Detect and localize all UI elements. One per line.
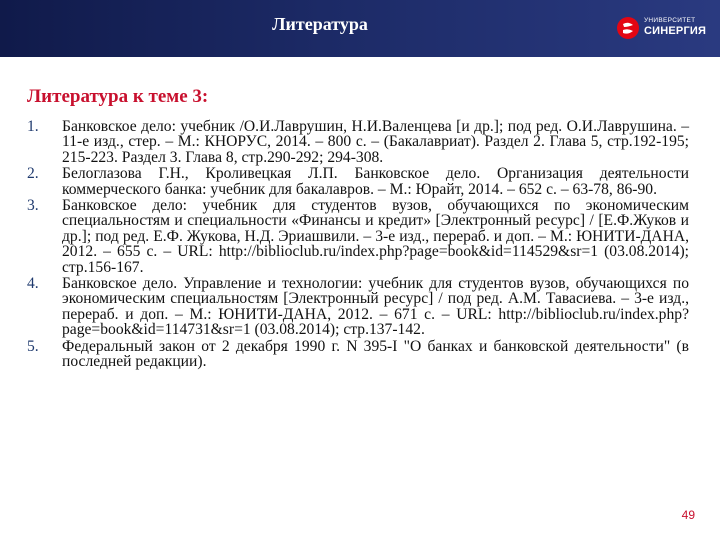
list-item xyxy=(27,166,689,197)
list-item-text: Белоглазова Г.Н., Кроливецкая Л.П. Банковское дело. Организация деятельности коммерческого банка: учебник для бакалавров. – М.: Юрайт, 2014. – 652 с. – 63-78, 86-90. xyxy=(62,165,689,198)
list-item xyxy=(27,276,689,338)
logo-text-synergy: СИНЕРГИЯ xyxy=(644,25,707,37)
logo-text-university: УНИВЕРСИТЕТ xyxy=(644,17,696,24)
logo-mark-icon xyxy=(616,16,640,40)
university-logo xyxy=(616,14,708,42)
list-item xyxy=(27,119,689,165)
list-item-number: 1. xyxy=(27,118,39,135)
page-title: Литература xyxy=(272,14,368,34)
header-bar xyxy=(0,0,720,57)
section-title: Литература к теме 3: xyxy=(27,86,209,107)
literature-list xyxy=(27,119,689,371)
page-number: 49 xyxy=(681,508,695,522)
list-item-text: Федеральный закон от 2 декабря 1990 г. N 395-I "О банках и банковской деятельности" (в последней редакции). xyxy=(62,337,689,371)
list-item-text: Банковское дело: учебник для студентов вузов, обучающихся по экономическим специальностям и специальности «Финансы и кредит» [Электронный ресурс] / [Е.Ф.Жуков и др.]; под ред. Е.Ф. Жукова, Н.Д. Эриашвили. – 3-е изд., перераб. и доп. – М.: ЮНИТИ-ДАНА, 2012. – 655 с. – URL: http://biblioclub.ru/index.php?page=book&id=114529&sr=1 (03.08.2014); стр.156-167. xyxy=(62,197,689,276)
list-item-number: 3. xyxy=(27,197,39,215)
list-item xyxy=(27,198,689,275)
list-item-number: 5. xyxy=(27,337,39,355)
list-item-number: 2. xyxy=(27,165,39,183)
list-item-text: Банковское дело: учебник /О.И.Лаврушин, Н.И.Валенцева [и др.]; под ред. О.И.Лаврушина. – 11-е изд., стер. – М.: КНОРУС, 2014. – 800 с. – (Бакалавриат). Раздел 2. Глава 5, стр.192-195; 215-223. Раздел 3. Глава 8, стр.290-292; 294-308. xyxy=(62,118,689,166)
list-item xyxy=(27,339,689,370)
list-item-text: Банковское дело. Управление и технологии: учебник для студентов вузов, обучающихся по экономическим специальностям [Электронный ресурс] / под ред. А.М. Тавасиева. – 3-е изд., перераб. и доп. – М.: ЮНИТИ-ДАНА, 2012. – 671 с. – URL: http://biblioclub.ru/index.php?page=book&id=114731&sr=1 (03.08.2014); стр.137-142. xyxy=(62,275,689,339)
list-item-number: 4. xyxy=(27,275,39,293)
